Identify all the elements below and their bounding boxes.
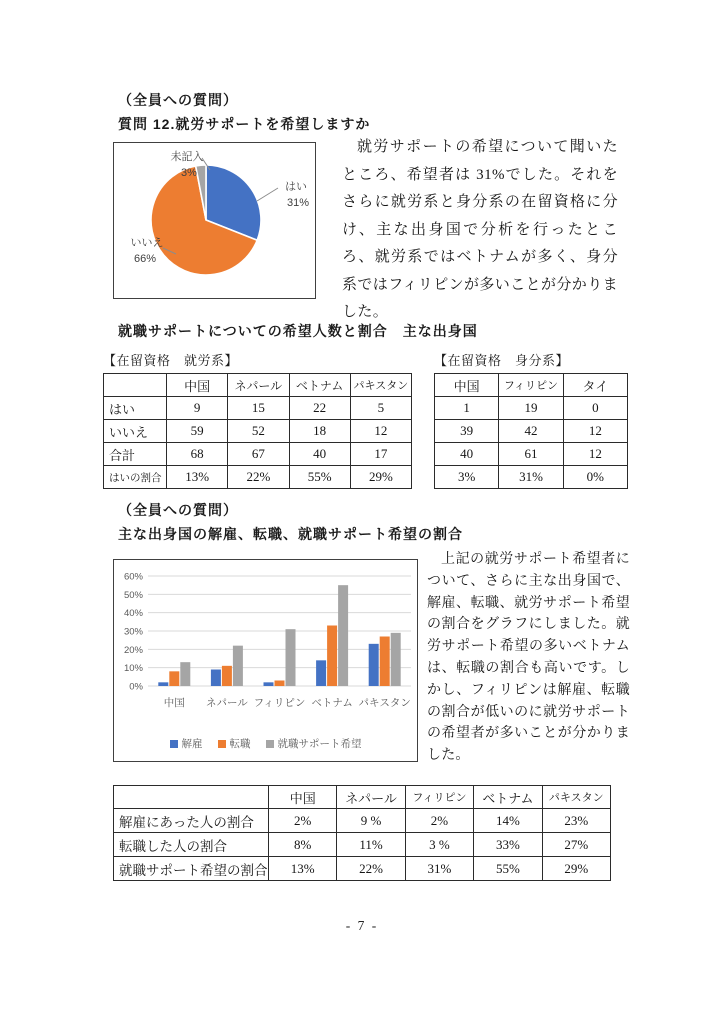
table-cell: 13% (269, 857, 337, 881)
table-cell: 22 (289, 397, 350, 420)
table-header-cell: パキスタン (350, 374, 411, 397)
table-cell: 27% (542, 833, 610, 857)
table-cell: 55% (289, 466, 350, 489)
bar-転職-パキスタン (380, 637, 390, 687)
legend-label: 転職 (229, 738, 251, 750)
legend-label: 解雇 (181, 738, 203, 750)
table-cell: 22% (337, 857, 405, 881)
table-header-cell: パキスタン (542, 786, 610, 809)
section2-title: 主な出身国の解雇、転職、就職サポート希望の割合 (118, 526, 463, 542)
table-cell: 3% (435, 466, 499, 489)
table-cell: 5 (350, 397, 411, 420)
table-cell: 12 (350, 420, 411, 443)
section1-note: （全員への質問） (118, 92, 238, 108)
bar-就職サポート希望-ネパール (233, 646, 243, 686)
bar-転職-中国 (169, 671, 179, 686)
table-cell: 33% (474, 833, 542, 857)
table-workers-caption: 【在留資格 就労系】 (103, 353, 239, 368)
bottom-table-block (113, 785, 611, 881)
table-cell: 14% (474, 809, 542, 833)
bar-就職サポート希望-中国 (180, 662, 190, 686)
table-cell: 55% (474, 857, 542, 881)
legend-item (266, 736, 362, 751)
bar-解雇-ベトナム (316, 660, 326, 686)
table-row (435, 443, 628, 466)
table-header-cell (114, 786, 269, 809)
table-cell: 9 % (337, 809, 405, 833)
table-row (104, 466, 412, 489)
tables-section-title: 就職サポートについての希望人数と割合 主な出身国 (118, 323, 478, 339)
legend-label: 就職サポート希望 (277, 738, 362, 750)
table-cell: 1 (435, 397, 499, 420)
table-header-cell: 中国 (269, 786, 337, 809)
table-cell: 23% (542, 809, 610, 833)
bar-就職サポート希望-ベトナム (338, 585, 348, 686)
table-header-cell: フィリピン (405, 786, 473, 809)
legend-item (218, 736, 251, 751)
bar-転職-ネパール (222, 666, 232, 686)
table-row-label: はいの割合 (104, 466, 167, 489)
table-cell: 40 (289, 443, 350, 466)
legend-swatch-icon (266, 740, 274, 748)
pie-label-percent: 66% (133, 253, 157, 265)
table-row (114, 857, 611, 881)
x-category-label: フィリピン (253, 697, 306, 709)
bar-chart-figure (113, 559, 418, 762)
table-header-cell: 中国 (435, 374, 499, 397)
table-cell: 67 (228, 443, 289, 466)
table-header-cell: ベトナム (289, 374, 350, 397)
table-cell: 12 (563, 420, 627, 443)
table-cell: 2% (269, 809, 337, 833)
section1-paragraph: 就労サポートの希望について聞いたところ、希望者は 31%でした。それをさらに就労系と身分系の在留資格に分け、主な出身国で分析を行ったところ、就労系ではベトナムが多く、身分系ではフィリピンが多いことが分かりました。 (342, 139, 619, 320)
section2-paragraph: 上記の就労サポート希望者について、さらに主な出身国で、解雇、転職、就労サポート希望の割合をグラフにしました。就労サポート希望の多いベトナムは、転職の割合も高いです。しかし、フィリピンは解雇、転職の割合が低いのに就労サポートの希望者が多いことが分かりました。 (427, 552, 630, 764)
table-row-label: 合計 (104, 443, 167, 466)
table-cell: 15 (228, 397, 289, 420)
table-status-block (434, 350, 628, 489)
bar-就職サポート希望-パキスタン (391, 633, 401, 686)
pie-label-percent: 31% (286, 197, 310, 209)
table-cell: 3 % (405, 833, 473, 857)
y-tick-label: 20% (123, 644, 143, 656)
pie-label-name: はい (285, 181, 307, 193)
table-cell: 61 (499, 443, 563, 466)
legend-swatch-icon (170, 740, 178, 748)
bar-解雇-ネパール (211, 670, 221, 687)
table-cell: 29% (350, 466, 411, 489)
x-category-label: 中国 (163, 697, 185, 709)
table-cell: 0% (563, 466, 627, 489)
table-cell: 13% (167, 466, 228, 489)
table-cell: 29% (542, 857, 610, 881)
bar-転職-フィリピン (275, 681, 285, 687)
bar-解雇-中国 (158, 682, 168, 686)
table-cell: 22% (228, 466, 289, 489)
y-tick-label: 10% (123, 663, 143, 675)
bar-就職サポート希望-フィリピン (286, 629, 296, 686)
table-row (114, 833, 611, 857)
table-cell: 18 (289, 420, 350, 443)
y-tick-label: 60% (123, 571, 143, 583)
table-header-cell: 中国 (167, 374, 228, 397)
table-row-label: はい (104, 397, 167, 420)
table-cell: 52 (228, 420, 289, 443)
y-tick-label: 50% (123, 589, 143, 601)
x-category-label: ネパール (206, 697, 248, 709)
y-tick-label: 30% (123, 626, 143, 638)
table-cell: 2% (405, 809, 473, 833)
legend-swatch-icon (218, 740, 226, 748)
table-cell: 42 (499, 420, 563, 443)
table-header-cell: タイ (563, 374, 627, 397)
table-row (435, 397, 628, 420)
bottom-table (113, 785, 611, 881)
table-cell: 59 (167, 420, 228, 443)
pie-chart-canvas (114, 143, 315, 298)
section2-note: （全員への質問） (118, 502, 238, 518)
table-cell: 31% (499, 466, 563, 489)
table-cell: 68 (167, 443, 228, 466)
table-workers (103, 373, 412, 489)
table-cell: 8% (269, 833, 337, 857)
x-category-label: パキスタン (358, 697, 411, 709)
table-cell: 9 (167, 397, 228, 420)
table-row (435, 466, 628, 489)
table-status (434, 373, 628, 489)
table-row-label: 就職サポート希望の割合 (114, 857, 269, 881)
bar-解雇-パキスタン (369, 644, 379, 686)
bar-解雇-フィリピン (264, 682, 274, 686)
table-header-cell: ネパール (337, 786, 405, 809)
table-cell: 19 (499, 397, 563, 420)
section1-question: 質問 12.就労サポートを希望しますか (118, 116, 371, 132)
table-cell: 31% (405, 857, 473, 881)
table-row (104, 420, 412, 443)
bar-chart-canvas (114, 560, 417, 720)
y-tick-label: 0% (129, 681, 143, 693)
table-row (104, 443, 412, 466)
bar-転職-ベトナム (327, 626, 337, 687)
table-cell: 40 (435, 443, 499, 466)
table-status-caption: 【在留資格 身分系】 (434, 353, 570, 368)
table-row (104, 397, 412, 420)
pie-chart-figure (113, 142, 316, 299)
table-row-label: 転職した人の割合 (114, 833, 269, 857)
y-tick-label: 40% (123, 608, 143, 620)
table-row (435, 420, 628, 443)
table-cell: 39 (435, 420, 499, 443)
table-row-label: いいえ (104, 420, 167, 443)
legend-item (170, 736, 203, 751)
table-cell: 17 (350, 443, 411, 466)
pie-label-name: いいえ (130, 237, 164, 249)
table-header-cell (104, 374, 167, 397)
page-number: - 7 - (345, 918, 379, 933)
pie-label-percent: 3% (181, 167, 197, 179)
table-cell: 12 (563, 443, 627, 466)
table-cell: 11% (337, 833, 405, 857)
table-workers-block (103, 350, 412, 489)
pie-label-name: 未記入 (170, 151, 204, 163)
table-header-cell: ネパール (228, 374, 289, 397)
x-category-label: ベトナム (311, 697, 353, 709)
pie-leader-line (257, 188, 278, 201)
table-header-cell: フィリピン (499, 374, 563, 397)
table-header-cell: ベトナム (474, 786, 542, 809)
table-row (114, 809, 611, 833)
table-row-label: 解雇にあった人の割合 (114, 809, 269, 833)
bar-chart-legend (114, 736, 417, 751)
table-cell: 0 (563, 397, 627, 420)
